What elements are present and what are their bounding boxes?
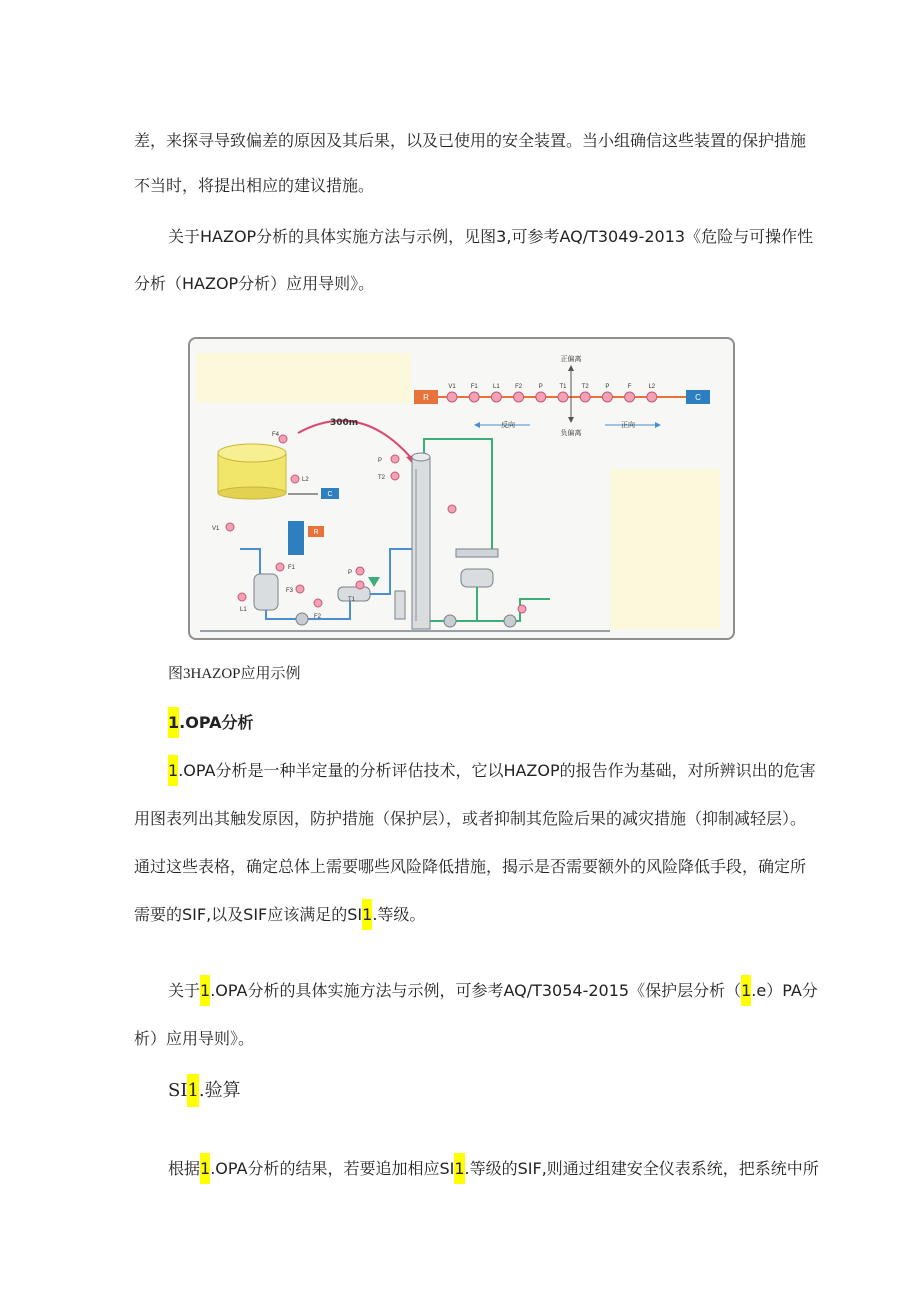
- tag-label: F4: [272, 432, 280, 438]
- paragraph-line: [168, 1158, 819, 1180]
- reflux-drum: [461, 569, 493, 587]
- heading-text: SI: [168, 1080, 188, 1101]
- section-heading-lopa: [168, 712, 253, 734]
- text-run: 需要的SIF,以及SIF应该满足的SI: [134, 905, 363, 924]
- chain-node-label: L2: [648, 384, 656, 390]
- text-run: .OPA分析的具体实施方法与示例，可参考AQ/T3054-2015《保护层分析（: [210, 981, 742, 1000]
- paragraph-line: 通过这些表格，确定总体上需要哪些风险降低措施，揭示是否需要额外的风险降低手段，确定所: [134, 857, 807, 876]
- text-run: .等级的SIF,则通过组建安全仪表系统，把系统中所: [464, 1159, 819, 1178]
- paragraph-line: 用图表列出其触发原因，防护措施（保护层），或者抑制其危险后果的减灾措施（抑制减轻层）。: [134, 809, 807, 828]
- negative-deviation-label: 负偏离: [560, 429, 582, 437]
- tag-label: L2: [302, 477, 309, 483]
- chain-node-label: P: [605, 384, 610, 390]
- paragraph-line: 关于HAZOP分析的具体实施方法与示例，见图3,可参考AQ/T3049-2013《危险与可操作性: [168, 227, 814, 246]
- highlight-mark: 1: [741, 975, 751, 1006]
- chain-node: [580, 392, 590, 402]
- chain-node-label: F2: [515, 384, 523, 390]
- positive-deviation-label: 正偏离: [560, 355, 582, 363]
- tag-label: F2: [314, 614, 322, 620]
- feed-section: [212, 521, 412, 625]
- paragraph-line: 析）应用导则》。: [134, 1029, 255, 1048]
- chain-node-label: T1: [559, 384, 567, 390]
- reverse-label: 反向: [501, 421, 515, 429]
- hazop-diagram: [188, 337, 735, 640]
- paragraph-line: 不当时，将提出相应的建议措施。: [134, 176, 375, 195]
- distillation-column: [412, 453, 430, 629]
- instrument-tag: [391, 455, 399, 463]
- text-run: 根据: [168, 1159, 201, 1178]
- text-run: .e）PA分: [751, 981, 818, 1000]
- chain-node: [647, 392, 657, 402]
- distance-label: 300m: [330, 418, 359, 428]
- text-run: .OPA分析是一种半定量的分析评估技术，它以HAZOP的报告作为基础，对所辨识出的危害: [178, 761, 816, 780]
- control-valve: [368, 577, 380, 587]
- bottoms-pump: [444, 615, 456, 627]
- section-heading-sil: [168, 1080, 241, 1102]
- tag-label: T1: [348, 597, 356, 603]
- text-run: .OPA分析的结果，若要追加相应SI: [210, 1159, 455, 1178]
- bg-panel: [610, 469, 720, 629]
- paragraph-line: 差，来探寻导致偏差的原因及其后果，以及已使用的安全装置。当小组确信这些装置的保护措施: [134, 131, 807, 150]
- instrument-tag: [518, 605, 526, 613]
- deviation-chain: [414, 354, 710, 437]
- chain-node-label: T2: [581, 384, 589, 390]
- instrument-tag: [391, 472, 399, 480]
- tag-label: F1: [288, 565, 296, 571]
- box-label: R: [313, 529, 319, 536]
- reboiler: [395, 591, 405, 619]
- instrument-tag: [448, 505, 456, 513]
- heading-text: .验算: [198, 1080, 241, 1101]
- chain-node: [514, 392, 524, 402]
- chain-node-label: V1: [448, 384, 456, 390]
- figure-caption: 图3HAZOP应用示例: [168, 666, 301, 682]
- chain-node-label: C: [695, 393, 701, 402]
- paragraph-line: [168, 980, 818, 1002]
- condenser: [456, 549, 498, 557]
- highlight-mark: 1: [187, 1074, 198, 1107]
- highlight-mark: 1: [362, 899, 372, 930]
- heading-text: .OPA分析: [179, 713, 254, 732]
- tag-label: V1: [212, 526, 220, 532]
- chain-node: [558, 392, 568, 402]
- tag-label: F3: [286, 588, 294, 594]
- chain-node: [602, 392, 612, 402]
- chain-node-label: L1: [493, 384, 500, 390]
- highlight-mark: 1: [454, 1153, 464, 1184]
- forward-label: 正向: [621, 421, 635, 429]
- tag-label: T2: [378, 475, 386, 481]
- paragraph-line: [168, 760, 816, 782]
- highlight-mark: 1: [200, 1153, 210, 1184]
- box-label: C: [327, 491, 333, 498]
- feed-drum: [254, 574, 278, 610]
- feed-pump: [296, 613, 308, 625]
- chain-node-label: R: [423, 393, 429, 402]
- hazop-diagram-svg: [190, 339, 733, 638]
- highlight-mark: 1: [168, 707, 179, 738]
- instrument-tag: [291, 475, 299, 483]
- chain-node: [491, 392, 501, 402]
- chain-node: [625, 392, 635, 402]
- chain-node: [447, 392, 457, 402]
- highlight-mark: 1: [200, 975, 210, 1006]
- paragraph-line: 分析（HAZOP分析）应用导则》。: [134, 274, 375, 293]
- controller-box: [288, 521, 304, 555]
- chain-node: [536, 392, 546, 402]
- overhead-line: [424, 439, 492, 557]
- chain-node-label: P: [538, 384, 543, 390]
- chain-node-label: F1: [470, 384, 478, 390]
- product-pump: [504, 615, 516, 627]
- chain-node-label: F: [627, 384, 632, 390]
- paragraph-line: [134, 904, 425, 926]
- tag-label: P: [348, 570, 353, 576]
- tag-label: L1: [240, 607, 247, 613]
- highlight-mark: 1: [168, 755, 178, 786]
- text-run: 关于: [168, 981, 201, 1000]
- tag-label: P: [378, 458, 383, 464]
- storage-tank: [218, 444, 286, 499]
- text-run: .等级。: [372, 905, 426, 924]
- chain-node: [469, 392, 479, 402]
- bg-panel: [196, 353, 411, 403]
- instrument-tag: [279, 435, 287, 443]
